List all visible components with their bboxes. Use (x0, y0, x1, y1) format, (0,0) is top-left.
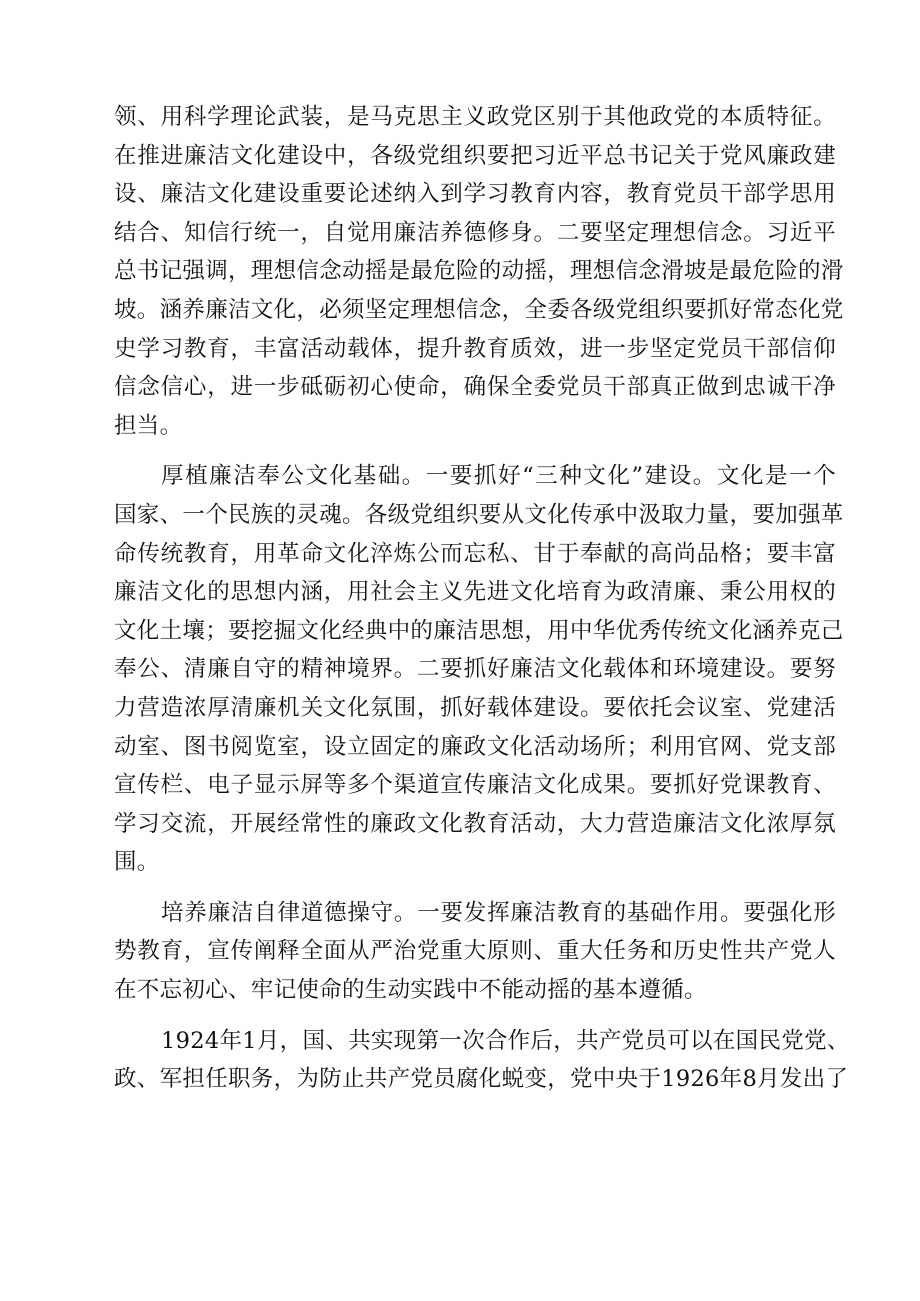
text-line: 国家、一个民族的灵魂。各级党组织要从文化传承中汲取力量，要加强革 (114, 501, 844, 528)
text-line: 在推进廉洁文化建设中，各级党组织要把习近平总书记关于党风廉政建 (114, 142, 836, 169)
paragraph-gap (114, 445, 836, 457)
text-line: 设、廉洁文化建设重要论述纳入到学习教育内容，教育党员干部学思用 (114, 181, 836, 208)
text-line: 文化土壤；要挖掘文化经典中的廉洁思想，用中华优秀传统文化涵养克己 (114, 617, 844, 644)
paragraph (114, 894, 836, 1010)
text-line: 动室、图书阅览室，设立固定的廉政文化活动场所；利用官网、党支部 (114, 733, 836, 760)
text-line: 奉公、清廉自守的精神境界。二要抓好廉洁文化载体和环境建设。要努 (114, 656, 836, 683)
paragraph-gap (114, 1010, 836, 1022)
paragraph-gap (114, 882, 836, 894)
text-line: 力营造浓厚清廉机关文化氛围，抓好载体建设。要依托会议室、党建活 (114, 694, 836, 721)
paragraph (114, 98, 844, 445)
text-line: 围。 (114, 849, 160, 876)
text-line: 总书记强调，理想信念动摇是最危险的动摇，理想信念滑坡是最危险的滑 (114, 258, 844, 285)
text-line: 史学习教育，丰富活动载体，提升教育质效，进一步坚定党员干部信仰 (114, 335, 836, 362)
text-line: 坡。涵养廉洁文化，必须坚定理想信念，全委各级党组织要抓好常态化党 (114, 296, 844, 323)
text-line: 命传统教育，用革命文化淬炼公而忘私、甘于奉献的高尚品格；要丰富 (114, 540, 836, 567)
text-line: 宣传栏、电子显示屏等多个渠道宣传廉洁文化成果。要抓好党课教育、 (114, 772, 836, 799)
text-line: 结合、知信行统一，自觉用廉洁养德修身。二要坚定理想信念。习近平 (114, 219, 836, 246)
text-line: 厚植廉洁奉公文化基础。一要抓好“三种文化”建设。文化是一个 (161, 463, 836, 490)
paragraph (114, 1022, 850, 1099)
text-line: 政、军担任职务，为防止共产党员腐化蜕变，党中央于1926年8月发出了 (114, 1066, 849, 1093)
text-line: 担当。 (114, 412, 183, 439)
text-line: 在不忘初心、牢记使命的生动实践中不能动摇的基本遵循。 (114, 977, 707, 1004)
document-body (114, 98, 850, 1099)
text-line: 培养廉洁自律道德操守。一要发挥廉洁教育的基础作用。要强化形 (161, 899, 836, 926)
text-line: 学习交流，开展经常性的廉政文化教育活动，大力营造廉洁文化浓厚氛 (114, 810, 836, 837)
text-line: 廉洁文化的思想内涵，用社会主义先进文化培育为政清廉、秉公用权的 (114, 579, 836, 606)
text-line: 信念信心，进一步砥砺初心使命，确保全委党员干部真正做到忠诚干净 (114, 374, 836, 401)
text-line: 领、用科学理论武装，是马克思主义政党区别于其他政党的本质特征。 (114, 104, 836, 130)
text-line: 势教育，宣传阐释全面从严治党重大原则、重大任务和历史性共产党人 (114, 938, 836, 965)
text-line: 1924年1月，国、共实现第一次合作后，共产党员可以在国民党党、 (161, 1027, 850, 1054)
paragraph (114, 457, 844, 882)
